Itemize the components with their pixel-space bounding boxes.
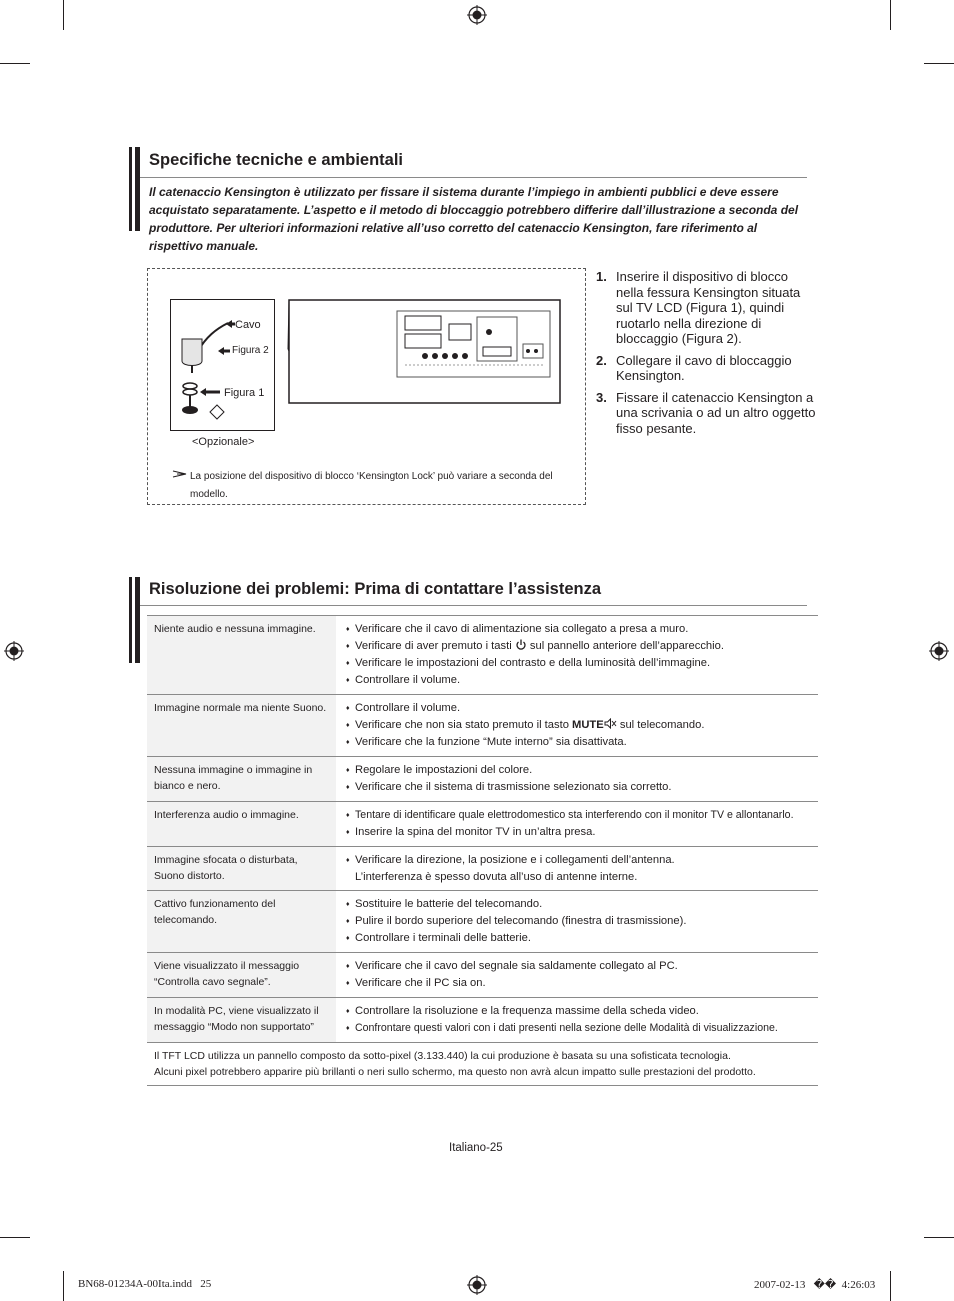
pixel-note-cell — [147, 1043, 818, 1086]
section-marker — [129, 147, 140, 231]
solution-text: sul pannello anteriore dell’apparecchio. — [529, 640, 724, 652]
label-opzionale: <Opzionale> — [192, 436, 255, 448]
solution-item: ♦ Sostituire le batterie del telecomando. — [346, 896, 812, 913]
problem-cell: Interferenza audio o immagine. — [147, 802, 336, 847]
solution-cell — [336, 891, 818, 953]
solution-item — [346, 638, 812, 655]
registration-mark-icon — [467, 1275, 487, 1295]
crop-mark — [924, 63, 954, 64]
solution-item: ♦ Verificare che il sistema di trasmissione selezionato sia corretto. — [346, 779, 812, 796]
crop-mark — [890, 1271, 891, 1301]
solution-item: ♦ Controllare il volume. — [346, 700, 812, 717]
section-marker — [129, 577, 140, 663]
kensington-steps — [596, 269, 816, 442]
problem-cell: Viene visualizzato il messaggio “Controlla cavo segnale”. — [147, 953, 336, 998]
solution-cell — [336, 802, 818, 847]
label-figura-1: Figura 1 — [224, 387, 265, 399]
solution-cell — [336, 847, 818, 891]
step-number: 2. — [596, 352, 607, 368]
print-file-name: BN68-01234A-00Ita.indd 25 — [78, 1278, 212, 1290]
solution-text: sul telecomando. — [619, 719, 705, 731]
problem-cell: Cattivo funzionamento del telecomando. — [147, 891, 336, 953]
power-icon — [515, 639, 527, 651]
solution-cell — [336, 695, 818, 757]
solution-text: Verificare di aver premuto i tasti — [355, 640, 512, 652]
page-number: Italiano-25 — [449, 1142, 503, 1154]
table-note-row — [147, 1043, 818, 1086]
solution-item: ♦ Verificare la direzione, la posizione e i collegamenti dell’antenna. — [346, 852, 812, 869]
step-number: 3. — [596, 389, 607, 405]
mute-icon — [604, 718, 617, 729]
crop-mark — [924, 1237, 954, 1238]
solution-item: ♦ Pulire il bordo superiore del telecomando (finestra di trasmissione). — [346, 913, 812, 930]
print-date: 2007-02-13 �� 4:26:03 — [754, 1279, 876, 1291]
crop-mark — [0, 63, 30, 64]
step-item — [596, 390, 816, 437]
note-arrow-icon — [172, 469, 188, 479]
problem-cell: Immagine normale ma niente Suono. — [147, 695, 336, 757]
solution-cell — [336, 616, 818, 695]
solution-cell — [336, 953, 818, 998]
step-text: Collegare il cavo di bloccaggio Kensington. — [616, 352, 792, 383]
solution-item: ♦ Controllare la risoluzione e la frequenza massime della scheda video. — [346, 1003, 812, 1020]
label-cavo: Cavo — [235, 319, 261, 331]
step-number: 1. — [596, 269, 607, 284]
table-row — [147, 891, 818, 953]
crop-mark — [890, 0, 891, 30]
table-row — [147, 998, 818, 1043]
crop-mark — [0, 1237, 30, 1238]
solution-item: ♦ Inserire la spina del monitor TV in un’altra presa. — [346, 824, 812, 841]
table-row — [147, 695, 818, 757]
section-title: Specifiche tecniche e ambientali — [149, 151, 404, 169]
registration-mark-icon — [467, 5, 487, 25]
solution-item: ♦ Verificare che il cavo di alimentazione sia collegato a presa a muro. — [346, 621, 812, 638]
crop-mark — [63, 0, 64, 30]
solution-cell — [336, 998, 818, 1043]
solution-item — [346, 717, 812, 734]
solution-text: Verificare che non sia stato premuto il tasto — [355, 719, 569, 731]
solution-item: ♦ Verificare che il PC sia on. — [346, 975, 812, 992]
solution-item: ♦ Confrontare questi valori con i dati presenti nella sezione delle Modalità di visualizzazione. — [346, 1020, 812, 1037]
solution-cell — [336, 757, 818, 802]
problem-cell: In modalità PC, viene visualizzato il messaggio “Modo non supportato” — [147, 998, 336, 1043]
label-figura-2: Figura 2 — [232, 345, 269, 356]
step-text: Inserire il dispositivo di blocco nella fessura Kensington situata sul TV LCD (Figura 1), quindi ruotarlo nella direzione di bloccaggio (Figura 2). — [616, 269, 801, 346]
mute-label: MUTE — [572, 719, 604, 731]
table-row — [147, 802, 818, 847]
solution-item: ♦ Controllare il volume. — [346, 672, 812, 689]
title-rule — [140, 605, 807, 606]
solution-item: ♦ Verificare che la funzione “Mute interno” sia disattivata. — [346, 734, 812, 751]
table-row — [147, 953, 818, 998]
section-title: Risoluzione dei problemi: Prima di contattare l’assistenza — [149, 580, 602, 598]
title-rule — [140, 177, 807, 178]
problem-cell: Immagine sfocata o disturbata, Suono distorto. — [147, 847, 336, 891]
solution-item: ♦ Regolare le impostazioni del colore. — [346, 762, 812, 779]
registration-mark-icon — [4, 641, 24, 661]
pixel-note-line: Il TFT LCD utilizza un pannello composto da sotto-pixel (3.133.440) la cui produzione è basata su una sofisticata tecnologia. — [154, 1050, 731, 1062]
table-row — [147, 616, 818, 695]
step-item — [596, 269, 816, 347]
lock-position-note: La posizione del dispositivo di blocco ‘Kensington Lock’ può variare a seconda del modello. — [190, 471, 553, 500]
solution-item: ♦ Verificare che il cavo del segnale sia saldamente collegato al PC. — [346, 958, 812, 975]
table-row — [147, 757, 818, 802]
solution-item: ♦ Tentare di identificare quale elettrodomestico sta interferendo con il monitor TV e allontanarlo. — [346, 807, 812, 824]
step-text: Fissare il catenaccio Kensington a una scrivania o ad un altro oggetto fisso pesante. — [616, 389, 816, 436]
kensington-figure-box — [147, 268, 586, 505]
problem-cell: Nessuna immagine o immagine in bianco e nero. — [147, 757, 336, 802]
intro-paragraph: Il catenaccio Kensington è utilizzato per fissare il sistema durante l’impiego in ambienti pubblici e deve essere acquistato separatamente. L’aspetto e il metodo di bloccaggio potrebbero differire dall’illustrazione a seconda del produttore. Per ulteriori informazioni relative all’uso corretto del catenaccio Kensington, fare riferimento al rispettivo manuale. — [149, 185, 799, 253]
tv-rear-panel-illustration — [273, 299, 563, 405]
registration-mark-icon — [929, 641, 949, 661]
crop-mark — [63, 1271, 64, 1301]
solution-item: ♦ Controllare i terminali delle batterie. — [346, 930, 812, 947]
troubleshooting-table — [147, 615, 818, 1086]
table-row — [147, 847, 818, 891]
step-item — [596, 353, 816, 384]
solution-item-continued: L’interferenza è spesso dovuta all’uso di antenne interne. — [355, 871, 638, 883]
solution-item: ♦ Verificare le impostazioni del contrasto e della luminosità dell’immagine. — [346, 655, 812, 672]
pixel-note-line: Alcuni pixel potrebbero apparire più brillanti o neri sullo schermo, ma questo non avrà alcun impatto sulle prestazioni del prodotto. — [154, 1066, 756, 1078]
problem-cell: Niente audio e nessuna immagine. — [147, 616, 336, 695]
